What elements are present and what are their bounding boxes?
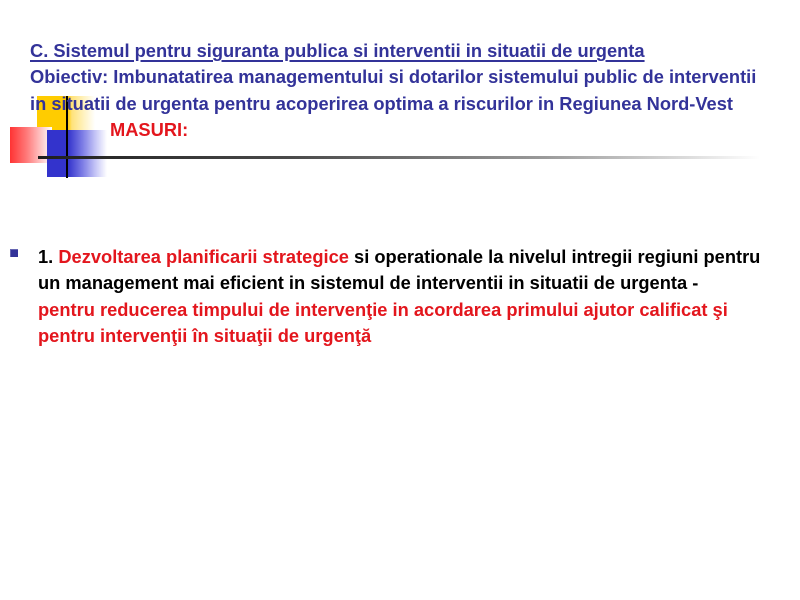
bullet-line-1	[38, 244, 760, 271]
square-bullet-icon	[10, 249, 18, 257]
bullet-line1-rest: si operationale la nivelul intregii regiuni pentru	[354, 245, 761, 267]
objective-line-1: Obiectiv: Imbunatatirea managementului si dotarilor sistemului public de interventii	[30, 66, 757, 88]
measures-label: MASURI:	[110, 119, 189, 141]
title-divider-line	[38, 156, 760, 159]
slide-heading	[30, 38, 645, 64]
bullet-highlight: Dezvoltarea planificarii strategice	[58, 245, 349, 267]
bullet-line-4: pentru intervenţii în situaţii de urgenţă	[38, 325, 372, 347]
heading-text: C. Sistemul pentru siguranta publica si interventii in situatii de urgenta	[30, 40, 645, 61]
bullet-number: 1.	[38, 245, 54, 267]
bullet-line-3: pentru reducerea timpului de intervenţie in acordarea primului ajutor calificat şi	[38, 298, 728, 320]
blue-deco-square	[47, 130, 107, 177]
bullet-line-2: un management mai eficient in sistemul de interventii in situatii de urgenta -	[38, 272, 699, 294]
objective-line-2: in situatii de urgenta pentru acoperirea optima a riscurilor in Regiunea Nord-Vest	[30, 92, 733, 114]
